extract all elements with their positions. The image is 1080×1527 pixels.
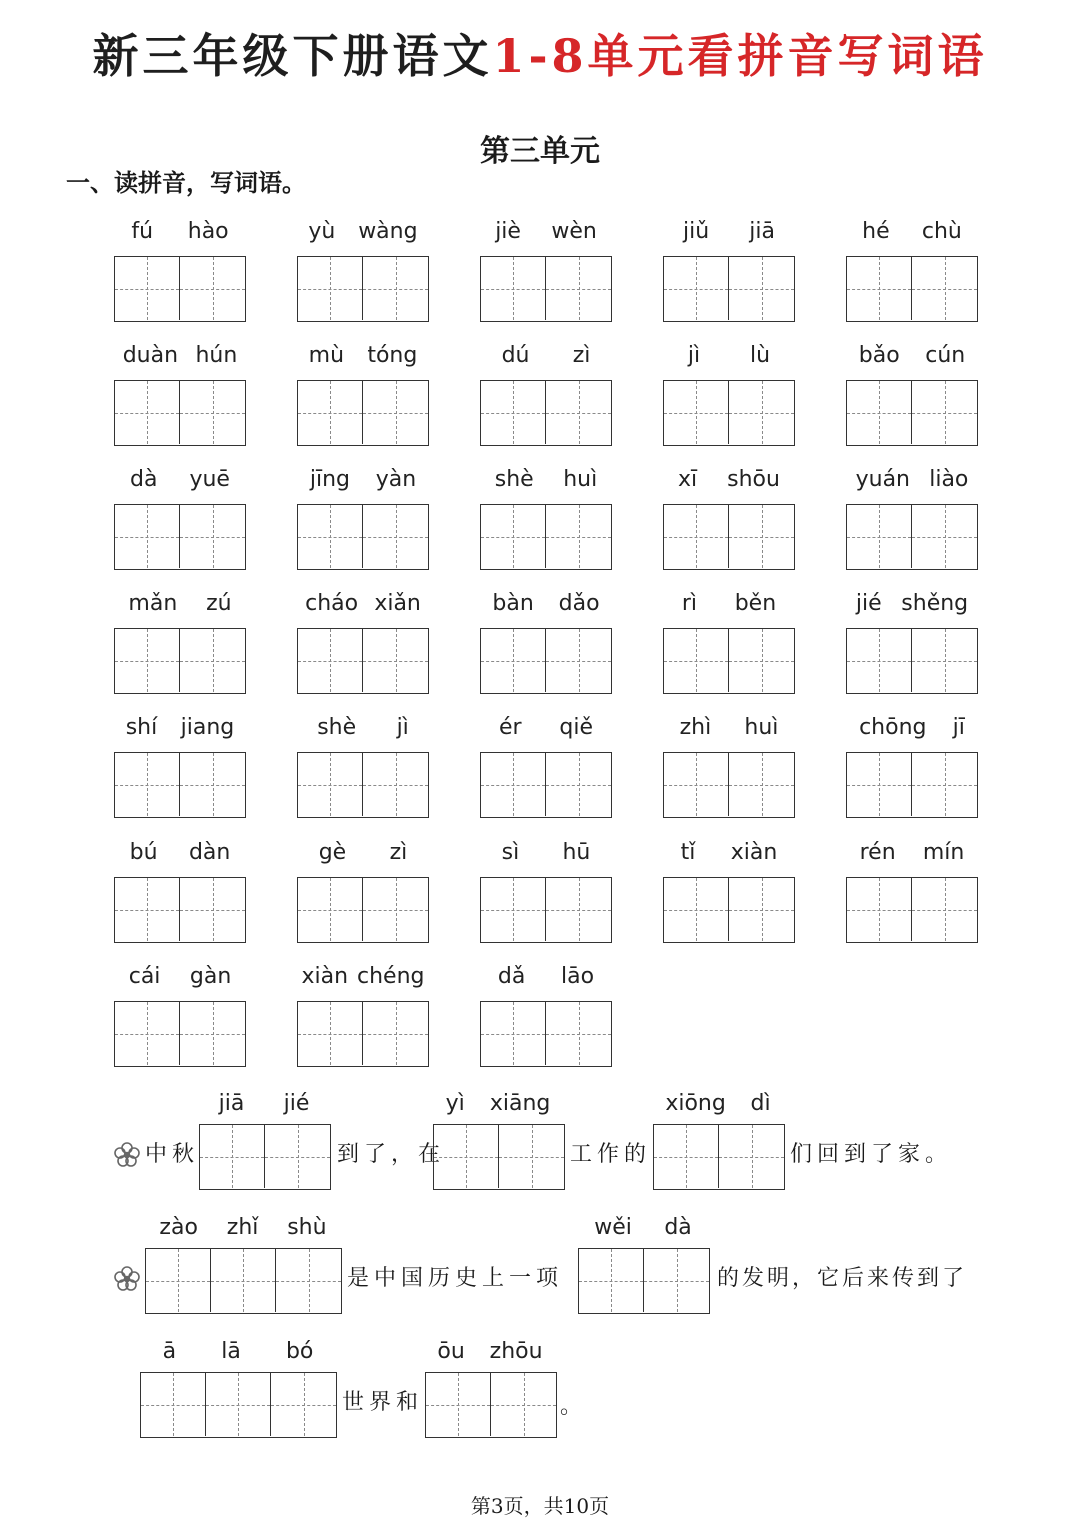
writing-cell[interactable] bbox=[298, 878, 363, 941]
pinyin-syllable: jiā bbox=[749, 219, 775, 244]
writing-cell[interactable] bbox=[546, 381, 611, 444]
pinyin-syllable: bó bbox=[285, 1339, 314, 1364]
pinyin-syllable: tóng bbox=[367, 343, 418, 368]
sentence-1-blank-3-pinyin bbox=[653, 1082, 783, 1116]
writing-cell[interactable] bbox=[115, 629, 180, 692]
writing-cell[interactable] bbox=[298, 629, 363, 692]
writing-cell[interactable] bbox=[363, 629, 428, 692]
pinyin-syllable: ā bbox=[162, 1339, 177, 1364]
pinyin-syllable: qiě bbox=[559, 715, 594, 740]
banner-title-part1: 新三年级下册语文 bbox=[92, 29, 493, 83]
pinyin-syllable: běn bbox=[734, 591, 777, 616]
pinyin-syllable: zú bbox=[206, 591, 232, 616]
pinyin-syllable: ér bbox=[498, 715, 522, 740]
pinyin-syllable: hún bbox=[195, 343, 238, 368]
writing-boxes[interactable] bbox=[114, 504, 246, 570]
pinyin-syllable: bǎo bbox=[858, 343, 900, 368]
word-pinyin bbox=[297, 706, 429, 740]
writing-cell[interactable] bbox=[729, 381, 794, 444]
word-pinyin bbox=[114, 955, 246, 989]
pinyin-syllable: jì bbox=[687, 343, 701, 368]
writing-cell[interactable] bbox=[298, 753, 363, 816]
writing-cell[interactable] bbox=[298, 1002, 363, 1065]
sentence-3-text-1: 世界和 bbox=[342, 1390, 424, 1415]
pinyin-syllable: yù bbox=[308, 219, 336, 244]
writing-cell[interactable] bbox=[180, 257, 245, 320]
writing-cell[interactable] bbox=[481, 1002, 546, 1065]
sentence-1-text-2: 到了，在 bbox=[337, 1142, 446, 1167]
pinyin-syllable: wěi bbox=[594, 1215, 632, 1240]
pinyin-syllable: yuán bbox=[855, 467, 910, 492]
pinyin-syllable: zhì bbox=[679, 715, 712, 740]
pinyin-syllable: chù bbox=[921, 219, 962, 244]
word-pinyin bbox=[297, 831, 429, 865]
writing-cell[interactable] bbox=[363, 381, 428, 444]
writing-cell[interactable] bbox=[481, 257, 546, 320]
word-pinyin bbox=[297, 458, 429, 492]
sentence-3-text-2: 。 bbox=[560, 1394, 588, 1419]
sentence-2-blank-2[interactable] bbox=[578, 1248, 710, 1314]
pinyin-syllable: shù bbox=[287, 1215, 327, 1240]
sentence-2-blank-2-pinyin bbox=[578, 1206, 708, 1240]
pinyin-syllable: zì bbox=[389, 840, 408, 865]
pinyin-syllable: lāo bbox=[561, 964, 595, 989]
writing-cell[interactable] bbox=[847, 629, 912, 692]
pinyin-syllable: hū bbox=[562, 840, 591, 865]
writing-cell[interactable] bbox=[546, 629, 611, 692]
writing-boxes[interactable] bbox=[663, 877, 795, 943]
writing-cell[interactable] bbox=[579, 1249, 644, 1312]
writing-boxes[interactable] bbox=[480, 380, 612, 446]
writing-boxes[interactable] bbox=[114, 380, 246, 446]
writing-cell[interactable] bbox=[481, 381, 546, 444]
pinyin-syllable: jiang bbox=[180, 715, 235, 740]
sentence-3-blank-2-pinyin bbox=[425, 1330, 555, 1364]
writing-cell[interactable] bbox=[729, 878, 794, 941]
writing-boxes[interactable] bbox=[297, 256, 429, 322]
word-pinyin bbox=[114, 582, 246, 616]
word-pinyin bbox=[663, 582, 795, 616]
writing-cell[interactable] bbox=[363, 878, 428, 941]
writing-cell[interactable] bbox=[664, 381, 729, 444]
sentence-2-text-2: 的发明，它后来传到了 bbox=[717, 1266, 968, 1291]
writing-cell[interactable] bbox=[298, 505, 363, 568]
word-pinyin bbox=[480, 458, 612, 492]
pinyin-syllable: gàn bbox=[189, 964, 232, 989]
writing-cell[interactable] bbox=[141, 1373, 206, 1436]
writing-cell[interactable] bbox=[664, 505, 729, 568]
writing-boxes[interactable] bbox=[480, 256, 612, 322]
pinyin-syllable: cái bbox=[128, 964, 161, 989]
sentence-1-text-1: 中秋 bbox=[145, 1142, 200, 1167]
writing-boxes[interactable] bbox=[846, 380, 978, 446]
pinyin-syllable: chéng bbox=[357, 964, 425, 989]
writing-cell[interactable] bbox=[546, 753, 611, 816]
unit-title: 第三单元 bbox=[480, 134, 600, 169]
writing-boxes[interactable] bbox=[114, 628, 246, 694]
pinyin-syllable: hé bbox=[862, 219, 890, 244]
writing-boxes[interactable] bbox=[480, 504, 612, 570]
pinyin-syllable: dà bbox=[664, 1215, 692, 1240]
pinyin-syllable: shí bbox=[125, 715, 158, 740]
writing-cell[interactable] bbox=[847, 381, 912, 444]
writing-cell[interactable] bbox=[200, 1125, 265, 1188]
writing-cell[interactable] bbox=[115, 505, 180, 568]
writing-cell[interactable] bbox=[546, 505, 611, 568]
pinyin-syllable: mín bbox=[922, 840, 965, 865]
writing-cell[interactable] bbox=[664, 629, 729, 692]
writing-cell[interactable] bbox=[363, 1002, 428, 1065]
writing-cell[interactable] bbox=[912, 381, 977, 444]
sentence-2-text-1: 是中国历史上一项 bbox=[347, 1266, 564, 1291]
word-pinyin bbox=[114, 831, 246, 865]
sentence-1-blank-1-pinyin bbox=[199, 1082, 329, 1116]
writing-cell[interactable] bbox=[847, 257, 912, 320]
word-pinyin bbox=[846, 582, 978, 616]
pinyin-syllable: xiàn bbox=[301, 964, 349, 989]
writing-cell[interactable] bbox=[546, 257, 611, 320]
word-pinyin bbox=[480, 334, 612, 368]
sentence-1-blank-3[interactable] bbox=[653, 1124, 785, 1190]
writing-boxes[interactable] bbox=[114, 752, 246, 818]
pinyin-syllable: liào bbox=[929, 467, 969, 492]
sentence-3-blank-1-pinyin bbox=[140, 1330, 336, 1364]
writing-boxes[interactable] bbox=[480, 877, 612, 943]
pinyin-syllable: xiàn bbox=[730, 840, 778, 865]
writing-boxes[interactable] bbox=[846, 877, 978, 943]
writing-cell[interactable] bbox=[499, 1125, 564, 1188]
writing-cell[interactable] bbox=[664, 878, 729, 941]
sentence-2-blank-1-pinyin bbox=[145, 1206, 341, 1240]
word-pinyin bbox=[480, 582, 612, 616]
word-pinyin bbox=[663, 706, 795, 740]
sentence-1-text-4: 们回到了家。 bbox=[790, 1142, 953, 1167]
writing-cell[interactable] bbox=[115, 878, 180, 941]
pinyin-syllable: zì bbox=[572, 343, 591, 368]
flower-icon bbox=[113, 1265, 141, 1293]
writing-cell[interactable] bbox=[654, 1125, 719, 1188]
word-pinyin bbox=[297, 955, 429, 989]
pinyin-syllable: rén bbox=[859, 840, 896, 865]
writing-cell[interactable] bbox=[912, 505, 977, 568]
pinyin-syllable: lā bbox=[221, 1339, 241, 1364]
writing-cell[interactable] bbox=[206, 1373, 271, 1436]
pinyin-syllable: zhōu bbox=[489, 1339, 543, 1364]
pinyin-syllable: cún bbox=[925, 343, 966, 368]
writing-cell[interactable] bbox=[491, 1373, 556, 1436]
writing-cell[interactable] bbox=[363, 753, 428, 816]
word-pinyin bbox=[846, 706, 978, 740]
writing-cell[interactable] bbox=[481, 629, 546, 692]
writing-boxes[interactable] bbox=[297, 380, 429, 446]
writing-cell[interactable] bbox=[276, 1249, 341, 1312]
word-pinyin bbox=[297, 334, 429, 368]
writing-cell[interactable] bbox=[729, 257, 794, 320]
writing-cell[interactable] bbox=[481, 753, 546, 816]
pinyin-syllable: jiā bbox=[218, 1091, 245, 1116]
writing-cell[interactable] bbox=[912, 878, 977, 941]
writing-boxes[interactable] bbox=[114, 877, 246, 943]
pinyin-syllable: lù bbox=[750, 343, 771, 368]
pinyin-syllable: hào bbox=[187, 219, 229, 244]
writing-boxes[interactable] bbox=[297, 877, 429, 943]
pinyin-syllable: xiāng bbox=[489, 1091, 551, 1116]
writing-boxes[interactable] bbox=[114, 256, 246, 322]
sentence-3-blank-2[interactable] bbox=[425, 1372, 557, 1438]
pinyin-syllable: wàng bbox=[358, 219, 418, 244]
pinyin-syllable: tǐ bbox=[680, 840, 696, 865]
writing-cell[interactable] bbox=[847, 505, 912, 568]
writing-cell[interactable] bbox=[298, 381, 363, 444]
pinyin-syllable: jīng bbox=[309, 467, 350, 492]
writing-cell[interactable] bbox=[664, 257, 729, 320]
writing-boxes[interactable] bbox=[480, 1001, 612, 1067]
writing-cell[interactable] bbox=[115, 381, 180, 444]
pinyin-syllable: shěng bbox=[901, 591, 969, 616]
word-pinyin bbox=[663, 831, 795, 865]
writing-cell[interactable] bbox=[481, 878, 546, 941]
pinyin-syllable: dàn bbox=[188, 840, 231, 865]
pinyin-syllable: jì bbox=[396, 715, 409, 740]
word-pinyin bbox=[114, 706, 246, 740]
word-pinyin bbox=[663, 334, 795, 368]
writing-cell[interactable] bbox=[211, 1249, 276, 1312]
writing-cell[interactable] bbox=[115, 257, 180, 320]
writing-boxes[interactable] bbox=[480, 752, 612, 818]
word-pinyin bbox=[114, 210, 246, 244]
writing-cell[interactable] bbox=[298, 257, 363, 320]
writing-cell[interactable] bbox=[363, 257, 428, 320]
pinyin-syllable: wèn bbox=[551, 219, 597, 244]
writing-cell[interactable] bbox=[434, 1125, 499, 1188]
writing-boxes[interactable] bbox=[114, 1001, 246, 1067]
pinyin-syllable: dú bbox=[501, 343, 530, 368]
word-pinyin bbox=[114, 458, 246, 492]
writing-boxes[interactable] bbox=[663, 256, 795, 322]
writing-cell[interactable] bbox=[729, 629, 794, 692]
writing-cell[interactable] bbox=[912, 629, 977, 692]
writing-boxes[interactable] bbox=[846, 752, 978, 818]
pinyin-syllable: sì bbox=[501, 840, 520, 865]
sentence-1-blank-2-pinyin bbox=[433, 1082, 563, 1116]
word-pinyin bbox=[480, 706, 612, 740]
writing-cell[interactable] bbox=[729, 753, 794, 816]
writing-cell[interactable] bbox=[729, 505, 794, 568]
pinyin-syllable: xiōng bbox=[665, 1091, 726, 1116]
word-pinyin bbox=[297, 210, 429, 244]
word-pinyin bbox=[480, 831, 612, 865]
pinyin-syllable: huì bbox=[744, 715, 779, 740]
word-pinyin bbox=[663, 210, 795, 244]
writing-cell[interactable] bbox=[146, 1249, 211, 1312]
pinyin-syllable: zhǐ bbox=[226, 1215, 259, 1240]
writing-cell[interactable] bbox=[265, 1125, 330, 1188]
writing-cell[interactable] bbox=[847, 753, 912, 816]
writing-cell[interactable] bbox=[271, 1373, 336, 1436]
sentence-1-text-3: 工作的 bbox=[570, 1142, 652, 1167]
word-pinyin bbox=[846, 458, 978, 492]
pinyin-syllable: shè bbox=[494, 467, 534, 492]
writing-cell[interactable] bbox=[180, 878, 245, 941]
writing-cell[interactable] bbox=[546, 1002, 611, 1065]
pinyin-syllable: bàn bbox=[492, 591, 534, 616]
pinyin-syllable: xiǎn bbox=[374, 591, 421, 616]
pinyin-syllable: shè bbox=[317, 715, 357, 740]
pinyin-syllable: dà bbox=[130, 467, 158, 492]
pinyin-syllable: dì bbox=[750, 1091, 771, 1116]
writing-cell[interactable] bbox=[180, 753, 245, 816]
pinyin-syllable: duàn bbox=[122, 343, 179, 368]
writing-cell[interactable] bbox=[912, 753, 977, 816]
writing-boxes[interactable] bbox=[297, 1001, 429, 1067]
pinyin-syllable: gè bbox=[318, 840, 347, 865]
sentence-1-blank-1[interactable] bbox=[199, 1124, 331, 1190]
writing-boxes[interactable] bbox=[663, 380, 795, 446]
word-pinyin bbox=[846, 210, 978, 244]
writing-cell[interactable] bbox=[546, 878, 611, 941]
flower-icon bbox=[113, 1141, 141, 1169]
pinyin-syllable: ōu bbox=[437, 1339, 465, 1364]
word-pinyin bbox=[480, 210, 612, 244]
writing-cell[interactable] bbox=[426, 1373, 491, 1436]
writing-boxes[interactable] bbox=[297, 752, 429, 818]
word-pinyin bbox=[846, 334, 978, 368]
writing-cell[interactable] bbox=[115, 1002, 180, 1065]
writing-boxes[interactable] bbox=[297, 628, 429, 694]
pinyin-syllable: dǎ bbox=[497, 964, 526, 989]
pinyin-syllable: huì bbox=[563, 467, 598, 492]
word-pinyin bbox=[480, 955, 612, 989]
pinyin-syllable: xī bbox=[678, 467, 698, 492]
writing-cell[interactable] bbox=[363, 505, 428, 568]
pinyin-syllable: yàn bbox=[375, 467, 417, 492]
pinyin-syllable: zào bbox=[159, 1215, 198, 1240]
writing-boxes[interactable] bbox=[297, 504, 429, 570]
writing-cell[interactable] bbox=[664, 753, 729, 816]
pinyin-syllable: rì bbox=[681, 591, 698, 616]
section-title: 一、读拼音，写词语。 bbox=[66, 169, 306, 197]
writing-boxes[interactable] bbox=[846, 504, 978, 570]
writing-cell[interactable] bbox=[180, 505, 245, 568]
writing-boxes[interactable] bbox=[663, 752, 795, 818]
writing-cell[interactable] bbox=[180, 629, 245, 692]
pinyin-syllable: shōu bbox=[727, 467, 780, 492]
writing-boxes[interactable] bbox=[846, 256, 978, 322]
sentence-2-blank-1[interactable] bbox=[145, 1248, 342, 1314]
writing-cell[interactable] bbox=[180, 1002, 245, 1065]
page-footer: 第3页，共10页 bbox=[470, 1494, 610, 1518]
writing-cell[interactable] bbox=[644, 1249, 709, 1312]
writing-boxes[interactable] bbox=[846, 628, 978, 694]
writing-boxes[interactable] bbox=[663, 504, 795, 570]
pinyin-syllable: jié bbox=[855, 591, 882, 616]
banner-title-part2: 1-8单元看拼音写词语 bbox=[492, 29, 988, 83]
writing-boxes[interactable] bbox=[663, 628, 795, 694]
pinyin-syllable: jiè bbox=[495, 219, 521, 244]
pinyin-syllable: jiǔ bbox=[683, 219, 710, 244]
pinyin-syllable: cháo bbox=[305, 591, 359, 616]
pinyin-syllable: dǎo bbox=[558, 591, 600, 616]
pinyin-syllable: chōng bbox=[859, 715, 927, 740]
writing-cell[interactable] bbox=[912, 257, 977, 320]
pinyin-syllable: jié bbox=[283, 1091, 310, 1116]
sentence-1-blank-2[interactable] bbox=[433, 1124, 565, 1190]
writing-cell[interactable] bbox=[115, 753, 180, 816]
pinyin-syllable: jī bbox=[952, 715, 965, 740]
pinyin-syllable: bú bbox=[129, 840, 158, 865]
word-pinyin bbox=[846, 831, 978, 865]
writing-cell[interactable] bbox=[481, 505, 546, 568]
writing-cell[interactable] bbox=[719, 1125, 784, 1188]
sentence-3-blank-1[interactable] bbox=[140, 1372, 337, 1438]
pinyin-syllable: yì bbox=[445, 1091, 465, 1116]
writing-boxes[interactable] bbox=[480, 628, 612, 694]
word-pinyin bbox=[663, 458, 795, 492]
writing-cell[interactable] bbox=[847, 878, 912, 941]
pinyin-syllable: yuē bbox=[189, 467, 230, 492]
pinyin-syllable: mǎn bbox=[128, 591, 178, 616]
word-pinyin bbox=[297, 582, 429, 616]
pinyin-syllable: fú bbox=[131, 219, 154, 244]
pinyin-syllable: mù bbox=[308, 343, 345, 368]
word-pinyin bbox=[114, 334, 246, 368]
writing-cell[interactable] bbox=[180, 381, 245, 444]
